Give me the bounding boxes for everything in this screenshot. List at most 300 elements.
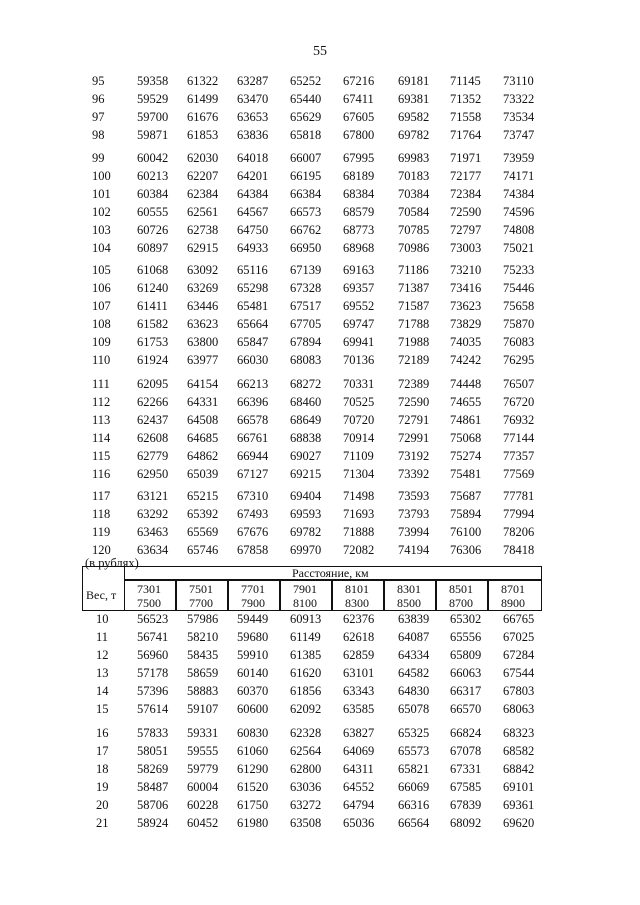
row-value: 71352 — [450, 92, 482, 106]
row-value: 64582 — [398, 666, 430, 680]
row-value: 65252 — [290, 74, 322, 88]
table-row — [0, 431, 560, 446]
row-value: 63463 — [137, 525, 169, 539]
row-value: 62437 — [137, 413, 169, 427]
range-start: 7301 — [137, 582, 161, 596]
row-value: 70914 — [343, 431, 375, 445]
row-value: 63036 — [290, 780, 322, 794]
row-value: 73959 — [503, 151, 535, 165]
row-weight: 16 — [96, 726, 109, 740]
row-value: 65039 — [187, 467, 219, 481]
table-row — [0, 489, 560, 504]
row-value: 75894 — [450, 507, 482, 521]
row-weight: 104 — [92, 241, 111, 255]
row-value: 58269 — [137, 762, 169, 776]
row-value: 60555 — [137, 205, 169, 219]
row-weight: 19 — [96, 780, 109, 794]
table-row — [0, 395, 560, 410]
row-value: 62376 — [343, 612, 375, 626]
row-value: 66573 — [290, 205, 322, 219]
row-value: 63343 — [343, 684, 375, 698]
row-value: 64334 — [398, 648, 430, 662]
row-value: 58924 — [137, 816, 169, 830]
table-row — [0, 205, 560, 220]
row-value: 66944 — [237, 449, 269, 463]
range-start: 7701 — [241, 582, 265, 596]
table-row — [0, 317, 560, 332]
row-value: 59358 — [137, 74, 169, 88]
row-value: 56960 — [137, 648, 169, 662]
row-value: 69101 — [503, 780, 535, 794]
row-value: 66564 — [398, 816, 430, 830]
row-weight: 105 — [92, 263, 111, 277]
row-value: 75274 — [450, 449, 482, 463]
row-weight: 20 — [96, 798, 109, 812]
row-value: 75021 — [503, 241, 535, 255]
row-value: 69215 — [290, 467, 322, 481]
row-value: 63121 — [137, 489, 169, 503]
row-weight: 10 — [96, 612, 109, 626]
table-row — [0, 525, 560, 540]
distance-range-cell — [124, 580, 176, 611]
row-value: 73593 — [398, 489, 430, 503]
row-value: 67839 — [450, 798, 482, 812]
distance-range-cell — [488, 580, 542, 611]
row-value: 74861 — [450, 413, 482, 427]
row-value: 61290 — [237, 762, 269, 776]
row-value: 68189 — [343, 169, 375, 183]
range-end: 8100 — [293, 596, 317, 610]
row-value: 57614 — [137, 702, 169, 716]
row-value: 67605 — [343, 110, 375, 124]
table-row — [0, 507, 560, 522]
table-row — [0, 128, 560, 143]
row-value: 64087 — [398, 630, 430, 644]
row-value: 67139 — [290, 263, 322, 277]
row-value: 59680 — [237, 630, 269, 644]
row-value: 68092 — [450, 816, 482, 830]
table-row — [0, 281, 560, 296]
row-value: 65481 — [237, 299, 269, 313]
row-value: 73192 — [398, 449, 430, 463]
row-value: 74596 — [503, 205, 535, 219]
row-value: 62779 — [137, 449, 169, 463]
row-value: 56523 — [137, 612, 169, 626]
table-row — [0, 413, 560, 428]
table-row — [0, 74, 560, 89]
row-value: 63634 — [137, 543, 169, 557]
row-value: 64154 — [187, 377, 219, 391]
row-value: 62800 — [290, 762, 322, 776]
row-value: 66316 — [398, 798, 430, 812]
row-value: 65573 — [398, 744, 430, 758]
row-weight: 101 — [92, 187, 111, 201]
row-value: 67858 — [237, 543, 269, 557]
row-value: 75068 — [450, 431, 482, 445]
row-value: 78206 — [503, 525, 535, 539]
row-value: 60140 — [237, 666, 269, 680]
row-value: 73793 — [398, 507, 430, 521]
table-header — [82, 566, 542, 611]
row-value: 61620 — [290, 666, 322, 680]
row-value: 62095 — [137, 377, 169, 391]
row-value: 68460 — [290, 395, 322, 409]
row-weight: 113 — [92, 413, 111, 427]
table-row — [0, 666, 560, 681]
row-value: 60452 — [187, 816, 219, 830]
table-row — [0, 377, 560, 392]
row-value: 73322 — [503, 92, 535, 106]
range-start: 8701 — [501, 582, 525, 596]
row-value: 63470 — [237, 92, 269, 106]
row-value: 64794 — [343, 798, 375, 812]
row-value: 63800 — [187, 335, 219, 349]
row-value: 78418 — [503, 543, 535, 557]
table-row — [0, 798, 560, 813]
weight-header: Вес, т — [86, 588, 117, 602]
row-value: 65818 — [290, 128, 322, 142]
row-value: 66570 — [450, 702, 482, 716]
row-value: 71888 — [343, 525, 375, 539]
row-value: 60830 — [237, 726, 269, 740]
row-weight: 96 — [92, 92, 105, 106]
row-value: 70525 — [343, 395, 375, 409]
row-weight: 108 — [92, 317, 111, 331]
row-value: 62207 — [187, 169, 219, 183]
row-value: 73747 — [503, 128, 535, 142]
row-value: 65392 — [187, 507, 219, 521]
row-value: 65629 — [290, 110, 322, 124]
row-value: 68838 — [290, 431, 322, 445]
row-value: 72791 — [398, 413, 430, 427]
table-row — [0, 684, 560, 699]
row-value: 60726 — [137, 223, 169, 237]
row-value: 61411 — [137, 299, 168, 313]
row-value: 61060 — [237, 744, 269, 758]
row-value: 67025 — [503, 630, 535, 644]
row-value: 66578 — [237, 413, 269, 427]
row-value: 61856 — [290, 684, 322, 698]
row-weight: 112 — [92, 395, 111, 409]
page-number: 55 — [313, 44, 327, 59]
row-value: 69747 — [343, 317, 375, 331]
row-weight: 102 — [92, 205, 111, 219]
row-value: 63269 — [187, 281, 219, 295]
row-value: 66213 — [237, 377, 269, 391]
row-weight: 119 — [92, 525, 111, 539]
row-value: 70136 — [343, 353, 375, 367]
row-value: 64201 — [237, 169, 269, 183]
table-row — [0, 241, 560, 256]
row-value: 61385 — [290, 648, 322, 662]
row-value: 69404 — [290, 489, 322, 503]
row-value: 60370 — [237, 684, 269, 698]
row-value: 69361 — [503, 798, 535, 812]
row-value: 63092 — [187, 263, 219, 277]
row-value: 71109 — [343, 449, 374, 463]
row-value: 66195 — [290, 169, 322, 183]
row-weight: 120 — [92, 543, 111, 557]
table-row — [0, 543, 560, 558]
row-value: 63977 — [187, 353, 219, 367]
row-weight: 117 — [92, 489, 111, 503]
distance-range-cell — [280, 580, 332, 611]
row-value: 66007 — [290, 151, 322, 165]
row-value: 73003 — [450, 241, 482, 255]
row-value: 64331 — [187, 395, 219, 409]
row-value: 74655 — [450, 395, 482, 409]
row-value: 69381 — [398, 92, 430, 106]
row-value: 65664 — [237, 317, 269, 331]
row-value: 60913 — [290, 612, 322, 626]
table-row — [0, 648, 560, 663]
row-weight: 98 — [92, 128, 105, 142]
row-value: 59107 — [187, 702, 219, 716]
row-value: 61750 — [237, 798, 269, 812]
row-value: 66030 — [237, 353, 269, 367]
table-row — [0, 151, 560, 166]
row-value: 69782 — [290, 525, 322, 539]
row-value: 62859 — [343, 648, 375, 662]
row-value: 74194 — [398, 543, 430, 557]
row-value: 76306 — [450, 543, 482, 557]
row-value: 64552 — [343, 780, 375, 794]
row-value: 59555 — [187, 744, 219, 758]
row-value: 57396 — [137, 684, 169, 698]
row-weight: 107 — [92, 299, 111, 313]
row-value: 60384 — [137, 187, 169, 201]
row-value: 60042 — [137, 151, 169, 165]
row-weight: 106 — [92, 281, 111, 295]
row-value: 61499 — [187, 92, 219, 106]
row-value: 70785 — [398, 223, 430, 237]
row-value: 61582 — [137, 317, 169, 331]
row-value: 74384 — [503, 187, 535, 201]
row-value: 61240 — [137, 281, 169, 295]
table-row — [0, 353, 560, 368]
table-row — [0, 780, 560, 795]
row-value: 71587 — [398, 299, 430, 313]
row-value: 62266 — [137, 395, 169, 409]
row-value: 70584 — [398, 205, 430, 219]
row-value: 63839 — [398, 612, 430, 626]
row-weight: 97 — [92, 110, 105, 124]
row-value: 67705 — [290, 317, 322, 331]
row-value: 65215 — [187, 489, 219, 503]
row-value: 76100 — [450, 525, 482, 539]
row-value: 71304 — [343, 467, 375, 481]
row-value: 64018 — [237, 151, 269, 165]
row-value: 76507 — [503, 377, 535, 391]
row-weight: 12 — [96, 648, 109, 662]
row-value: 61924 — [137, 353, 169, 367]
row-value: 71186 — [398, 263, 429, 277]
row-value: 74171 — [503, 169, 535, 183]
range-start: 7901 — [293, 582, 317, 596]
row-value: 65746 — [187, 543, 219, 557]
row-value: 58051 — [137, 744, 169, 758]
row-value: 65116 — [237, 263, 268, 277]
row-value: 74035 — [450, 335, 482, 349]
row-value: 62608 — [137, 431, 169, 445]
row-value: 70183 — [398, 169, 430, 183]
row-value: 69620 — [503, 816, 535, 830]
row-value: 69970 — [290, 543, 322, 557]
row-value: 67216 — [343, 74, 375, 88]
row-value: 67800 — [343, 128, 375, 142]
distance-range-cell — [436, 580, 488, 611]
row-value: 59449 — [237, 612, 269, 626]
row-value: 68968 — [343, 241, 375, 255]
row-value: 61753 — [137, 335, 169, 349]
table-row — [0, 335, 560, 350]
row-weight: 118 — [92, 507, 111, 521]
row-value: 76295 — [503, 353, 535, 367]
row-value: 75870 — [503, 317, 535, 331]
row-value: 72389 — [398, 377, 430, 391]
row-value: 61149 — [290, 630, 321, 644]
distance-range-cell — [176, 580, 228, 611]
row-value: 66384 — [290, 187, 322, 201]
row-value: 77357 — [503, 449, 535, 463]
row-value: 73392 — [398, 467, 430, 481]
distance-range-cell — [332, 580, 384, 611]
range-end: 8500 — [397, 596, 421, 610]
row-value: 58706 — [137, 798, 169, 812]
row-weight: 14 — [96, 684, 109, 698]
table-row — [0, 299, 560, 314]
range-end: 7900 — [241, 596, 265, 610]
row-value: 74808 — [503, 223, 535, 237]
row-value: 57178 — [137, 666, 169, 680]
row-value: 63292 — [137, 507, 169, 521]
row-value: 65809 — [450, 648, 482, 662]
row-value: 61853 — [187, 128, 219, 142]
row-value: 61322 — [187, 74, 219, 88]
table-row — [0, 467, 560, 482]
row-weight: 100 — [92, 169, 111, 183]
row-value: 75233 — [503, 263, 535, 277]
distance-range-cell — [228, 580, 280, 611]
row-value: 67411 — [343, 92, 374, 106]
row-weight: 103 — [92, 223, 111, 237]
row-value: 64933 — [237, 241, 269, 255]
row-value: 67078 — [450, 744, 482, 758]
row-value: 66396 — [237, 395, 269, 409]
row-value: 59871 — [137, 128, 169, 142]
row-value: 76720 — [503, 395, 535, 409]
table-row — [0, 263, 560, 278]
units-note: (в рублях) — [85, 556, 139, 570]
row-value: 70331 — [343, 377, 375, 391]
row-value: 68649 — [290, 413, 322, 427]
row-value: 58435 — [187, 648, 219, 662]
row-value: 59331 — [187, 726, 219, 740]
row-value: 60213 — [137, 169, 169, 183]
row-value: 71387 — [398, 281, 430, 295]
row-value: 72082 — [343, 543, 375, 557]
row-value: 72797 — [450, 223, 482, 237]
row-weight: 115 — [92, 449, 111, 463]
row-value: 66762 — [290, 223, 322, 237]
row-value: 66824 — [450, 726, 482, 740]
row-value: 77569 — [503, 467, 535, 481]
row-value: 60897 — [137, 241, 169, 255]
row-value: 59779 — [187, 762, 219, 776]
range-end: 7500 — [137, 596, 161, 610]
table-row — [0, 702, 560, 717]
row-value: 68384 — [343, 187, 375, 201]
distance-header: Расстояние, км — [292, 566, 369, 580]
row-value: 65078 — [398, 702, 430, 716]
range-start: 8501 — [449, 582, 473, 596]
row-value: 67894 — [290, 335, 322, 349]
row-value: 65556 — [450, 630, 482, 644]
row-value: 62561 — [187, 205, 219, 219]
row-value: 57986 — [187, 612, 219, 626]
table-row — [0, 816, 560, 831]
row-value: 72189 — [398, 353, 430, 367]
row-value: 72177 — [450, 169, 482, 183]
row-value: 67517 — [290, 299, 322, 313]
row-value: 64685 — [187, 431, 219, 445]
row-value: 75658 — [503, 299, 535, 313]
row-value: 57833 — [137, 726, 169, 740]
row-value: 64384 — [237, 187, 269, 201]
row-value: 63623 — [187, 317, 219, 331]
row-value: 69941 — [343, 335, 375, 349]
row-weight: 18 — [96, 762, 109, 776]
row-value: 69163 — [343, 263, 375, 277]
row-value: 71498 — [343, 489, 375, 503]
row-value: 61520 — [237, 780, 269, 794]
row-value: 62738 — [187, 223, 219, 237]
row-value: 75446 — [503, 281, 535, 295]
range-end: 8900 — [501, 596, 525, 610]
row-value: 72590 — [450, 205, 482, 219]
table-row — [0, 726, 560, 741]
row-value: 63446 — [187, 299, 219, 313]
row-value: 68579 — [343, 205, 375, 219]
row-weight: 17 — [96, 744, 109, 758]
row-value: 73829 — [450, 317, 482, 331]
row-value: 64311 — [343, 762, 374, 776]
row-value: 69983 — [398, 151, 430, 165]
row-weight: 13 — [96, 666, 109, 680]
row-value: 63653 — [237, 110, 269, 124]
row-value: 73623 — [450, 299, 482, 313]
row-value: 77144 — [503, 431, 535, 445]
row-value: 63272 — [290, 798, 322, 812]
row-value: 70384 — [398, 187, 430, 201]
row-value: 76083 — [503, 335, 535, 349]
range-start: 8301 — [397, 582, 421, 596]
table-row — [0, 169, 560, 184]
row-value: 62618 — [343, 630, 375, 644]
row-value: 63508 — [290, 816, 322, 830]
row-value: 62915 — [187, 241, 219, 255]
row-value: 58659 — [187, 666, 219, 680]
row-value: 66063 — [450, 666, 482, 680]
row-value: 74242 — [450, 353, 482, 367]
row-value: 63287 — [237, 74, 269, 88]
row-value: 65302 — [450, 612, 482, 626]
row-value: 64830 — [398, 684, 430, 698]
row-value: 64862 — [187, 449, 219, 463]
table-row — [0, 744, 560, 759]
row-weight: 11 — [96, 630, 109, 644]
row-value: 67493 — [237, 507, 269, 521]
